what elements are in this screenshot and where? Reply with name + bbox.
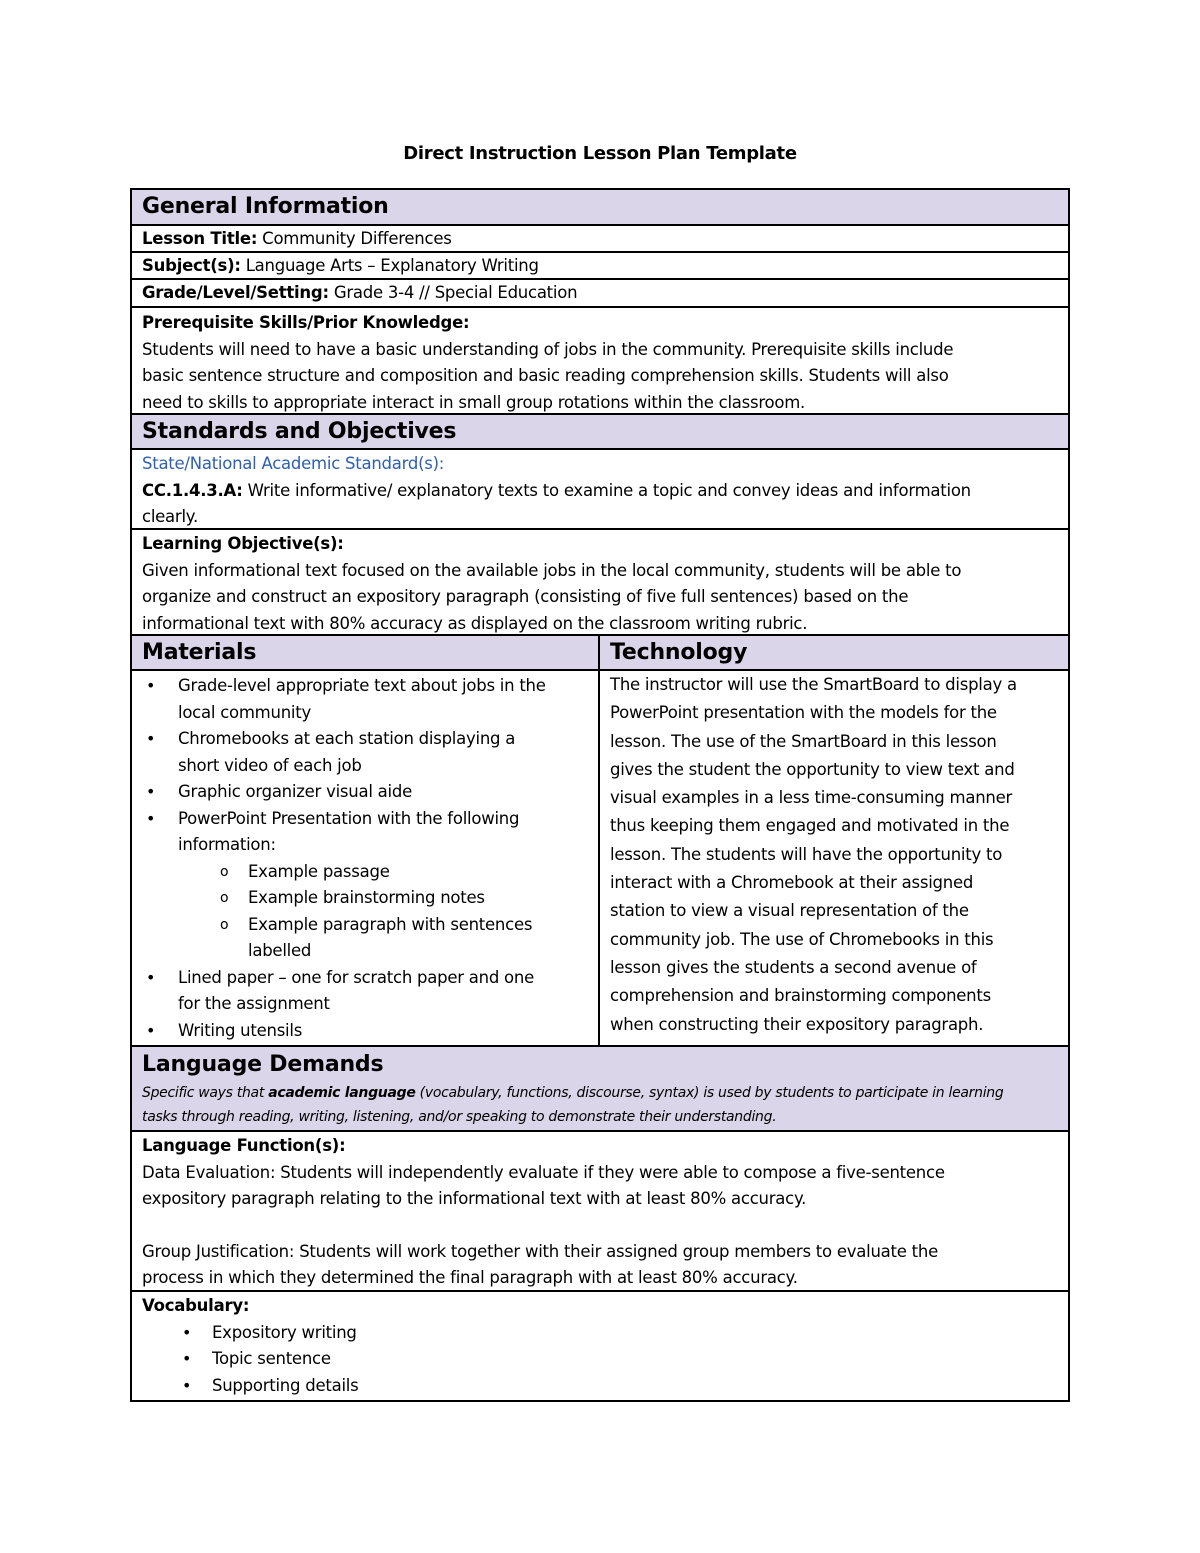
- materials-sub-item: [142, 859, 588, 886]
- materials-heading: Materials: [132, 636, 600, 669]
- function-line: expository paragraph relating to the informational text with at least 80% accuracy.: [142, 1189, 807, 1208]
- document-title: Direct Instruction Lesson Plan Template: [403, 143, 797, 164]
- technology-line: comprehension and brainstorming components: [610, 986, 991, 1006]
- vocabulary-item: • Topic sentence: [142, 1346, 1058, 1373]
- function-line: Group Justification: Students will work together with their assigned group members to evaluate the: [142, 1241, 938, 1261]
- vocabulary-list: [142, 1320, 1058, 1400]
- materials-item-line: o Example passage: [248, 861, 390, 881]
- technology-line: thus keeping them engaged and motivated in the: [610, 816, 1010, 836]
- language-demands-header: [132, 1047, 1068, 1132]
- general-information-header: [132, 190, 1068, 226]
- objective-row: [132, 530, 1068, 636]
- vocabulary-row: [132, 1292, 1068, 1400]
- prerequisite-line: Students will need to have a basic understanding of jobs in the community. Prerequisite skills include: [142, 339, 954, 359]
- language-function-label: Language Function(s):: [142, 1136, 346, 1155]
- standard-row: [132, 450, 1068, 530]
- materials-item: [142, 726, 588, 779]
- objective-line: Given informational text focused on the available jobs in the local community, students will be able to: [142, 560, 962, 580]
- lesson-plan-table: [130, 188, 1070, 1402]
- materials-sub-item: [142, 885, 588, 912]
- technology-line: The instructor will use the SmartBoard to display a: [610, 675, 1017, 694]
- technology-line: when constructing their expository paragraph.: [610, 1014, 984, 1034]
- materials-item-line: short video of each job: [178, 755, 362, 775]
- materials-item-line: • Chromebooks at each station displaying a: [178, 729, 516, 748]
- vocabulary-item: • Expository writing: [142, 1320, 1058, 1347]
- objective-label: Learning Objective(s):: [142, 534, 344, 553]
- function-line: process in which they determined the final paragraph with at least 80% accuracy.: [142, 1268, 798, 1287]
- prerequisite-row: [132, 308, 1068, 415]
- technology-line: PowerPoint presentation with the models for the: [610, 703, 997, 723]
- grade-label: Grade/Level/Setting:: [142, 283, 329, 302]
- technology-line: lesson. The use of the SmartBoard in this lesson: [610, 731, 997, 751]
- materials-list-cell: [132, 671, 600, 1045]
- subject-value: Language Arts – Explanatory Writing: [245, 256, 539, 275]
- materials-technology-body: [132, 671, 1068, 1047]
- language-demands-description: [142, 1081, 1058, 1105]
- grade-value: Grade 3-4 // Special Education: [333, 283, 578, 302]
- materials-item: [142, 1018, 588, 1045]
- prerequisite-label: Prerequisite Skills/Prior Knowledge:: [142, 313, 470, 332]
- technology-line: visual examples in a less time-consuming manner: [610, 788, 1013, 808]
- technology-line: interact with a Chromebook at their assigned: [610, 873, 974, 893]
- description-bold: academic language: [268, 1085, 416, 1101]
- materials-item-line: • Lined paper – one for scratch paper and one: [178, 967, 535, 987]
- technology-line: community job. The use of Chromebooks in this: [610, 929, 994, 949]
- prerequisite-line: need to skills to appropriate interact in small group rotations within the classroom.: [142, 392, 806, 412]
- vocabulary-item: • Supporting details: [142, 1373, 1058, 1400]
- technology-line: gives the student the opportunity to view text and: [610, 759, 1015, 779]
- technology-text: [610, 671, 1058, 1039]
- standard-code: CC.1.4.3.A:: [142, 480, 243, 500]
- materials-item-line: • Grade-level appropriate text about jobs in the: [178, 676, 546, 695]
- materials-item-line: information:: [178, 835, 276, 854]
- standards-header: [132, 415, 1068, 450]
- materials-item: [142, 965, 588, 1018]
- language-function-row: [132, 1132, 1068, 1292]
- technology-line: lesson. The students will have the opportunity to: [610, 844, 1003, 864]
- lesson-title-value: Community Differences: [262, 229, 452, 248]
- materials-item: [142, 779, 588, 806]
- materials-technology-header: [132, 636, 1068, 671]
- materials-item-line: o Example brainstorming notes: [248, 888, 485, 907]
- materials-item: [142, 806, 588, 859]
- grade-row: [132, 280, 1068, 308]
- materials-item-line: o Example paragraph with sentences: [248, 914, 533, 934]
- language-demands-heading: Language Demands: [142, 1052, 384, 1077]
- materials-sub-item: [142, 912, 588, 965]
- materials-item-line: for the assignment: [178, 994, 330, 1013]
- technology-heading: Technology: [610, 640, 748, 665]
- description-text: (vocabulary, functions, discourse, syntax) is used by students to participate in learning: [415, 1085, 1004, 1101]
- standard-text-line: clearly.: [142, 507, 198, 526]
- materials-item-line: • Writing utensils: [178, 1020, 303, 1040]
- lesson-title-row: [132, 226, 1068, 253]
- materials-item-line: • PowerPoint Presentation with the following: [178, 808, 520, 828]
- standard-text-line: Write informative/ explanatory texts to examine a topic and convey ideas and information: [247, 480, 971, 500]
- objective-line: organize and construct an expository paragraph (consisting of five full sentences) based on the: [142, 587, 909, 606]
- lesson-title-label: Lesson Title:: [142, 229, 258, 248]
- materials-item-line: • Graphic organizer visual aide: [178, 782, 412, 801]
- technology-line: station to view a visual representation of the: [610, 901, 969, 921]
- subject-row: [132, 253, 1068, 280]
- standards-heading: Standards and Objectives: [142, 419, 457, 444]
- technology-line: lesson gives the students a second avenue of: [610, 957, 977, 977]
- prerequisite-line: basic sentence structure and composition and basic reading comprehension skills. Students will also: [142, 366, 949, 385]
- materials-item: [142, 673, 588, 726]
- materials-item-line: local community: [178, 702, 311, 722]
- objective-line: informational text with 80% accuracy as displayed on the classroom writing rubric.: [142, 613, 808, 633]
- materials-item-line: labelled: [248, 941, 312, 960]
- state-standard-label: State/National Academic Standard(s):: [142, 454, 445, 473]
- subject-label: Subject(s):: [142, 256, 241, 275]
- technology-cell: [600, 671, 1068, 1045]
- description-text: Specific ways that: [142, 1085, 269, 1101]
- vocabulary-label: Vocabulary:: [142, 1296, 250, 1315]
- materials-list: [142, 673, 588, 1044]
- language-demands-description-line: tasks through reading, writing, listening, and/or speaking to demonstrate their understanding.: [142, 1109, 777, 1125]
- function-line: Data Evaluation: Students will independently evaluate if they were able to compose a five-sentence: [142, 1162, 945, 1182]
- general-information-heading: General Information: [142, 194, 389, 219]
